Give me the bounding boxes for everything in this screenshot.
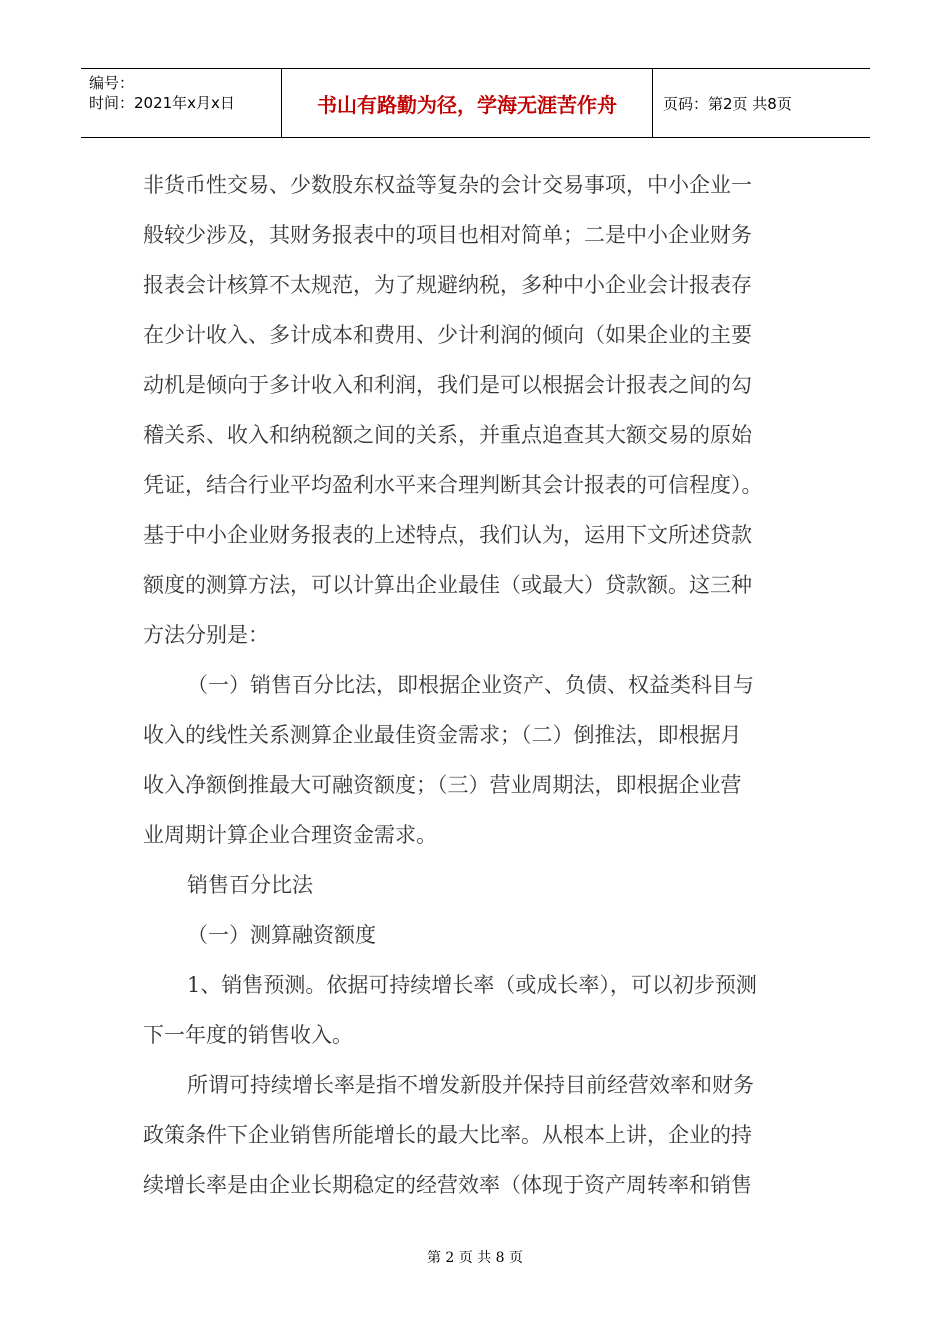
document-number-label: 编号： xyxy=(89,74,135,92)
subsection-heading: （一）测算融资额度 xyxy=(187,923,376,947)
body-line: 在少计收入、多计成本和费用、少计利润的倾向（如果企业的主要 xyxy=(143,323,752,347)
body-line: 收入净额倒推最大可融资额度；（三）营业周期法，即根据企业营 xyxy=(143,773,742,797)
page-footer: 第 2 页 共 8 页 xyxy=(426,1250,524,1266)
body-line: 报表会计核算不太规范，为了规避纳税，多种中小企业会计报表存 xyxy=(143,273,752,297)
document-header xyxy=(81,68,870,138)
body-line: 收入的线性关系测算企业最佳资金需求；（二）倒推法，即根据月 xyxy=(143,723,742,747)
document-body xyxy=(143,160,803,1210)
body-line: 下一年度的销售收入。 xyxy=(143,1023,353,1047)
body-line: 1、销售预测。依据可持续增长率（或成长率），可以初步预测 xyxy=(187,973,757,997)
body-line: 业周期计算企业合理资金需求。 xyxy=(143,823,437,847)
body-line: 续增长率是由企业长期稳定的经营效率（体现于资产周转率和销售 xyxy=(143,1173,752,1197)
body-line: 凭证，结合行业平均盈利水平来合理判断其会计报表的可信程度）。 xyxy=(143,473,763,497)
header-meta xyxy=(81,69,281,137)
header-page-info: 页码：第2页 共8页 xyxy=(663,94,792,113)
body-line: （一）销售百分比法，即根据企业资产、负债、权益类科目与 xyxy=(187,673,754,697)
document-time-label: 时间：2021年x月x日 xyxy=(89,94,235,112)
body-line: 基于中小企业财务报表的上述特点，我们认为，运用下文所述贷款 xyxy=(143,523,752,547)
body-line: 稽关系、收入和纳税额之间的关系，并重点追查其大额交易的原始 xyxy=(143,423,752,447)
section-heading: 销售百分比法 xyxy=(187,873,313,897)
body-line: 方法分别是： xyxy=(143,623,269,647)
body-line: 动机是倾向于多计收入和利润，我们是可以根据会计报表之间的勾 xyxy=(143,373,752,397)
body-line: 非货币性交易、少数股东权益等复杂的会计交易事项，中小企业一 xyxy=(143,173,752,197)
body-line: 额度的测算方法，可以计算出企业最佳（或最大）贷款额。这三种 xyxy=(143,573,752,597)
body-line: 政策条件下企业销售所能增长的最大比率。从根本上讲，企业的持 xyxy=(143,1123,752,1147)
header-motto: 书山有路勤为径，学海无涯苦作舟 xyxy=(281,69,653,137)
body-line: 所谓可持续增长率是指不增发新股并保持目前经营效率和财务 xyxy=(187,1073,754,1097)
body-line: 般较少涉及，其财务报表中的项目也相对简单；二是中小企业财务 xyxy=(143,223,752,247)
